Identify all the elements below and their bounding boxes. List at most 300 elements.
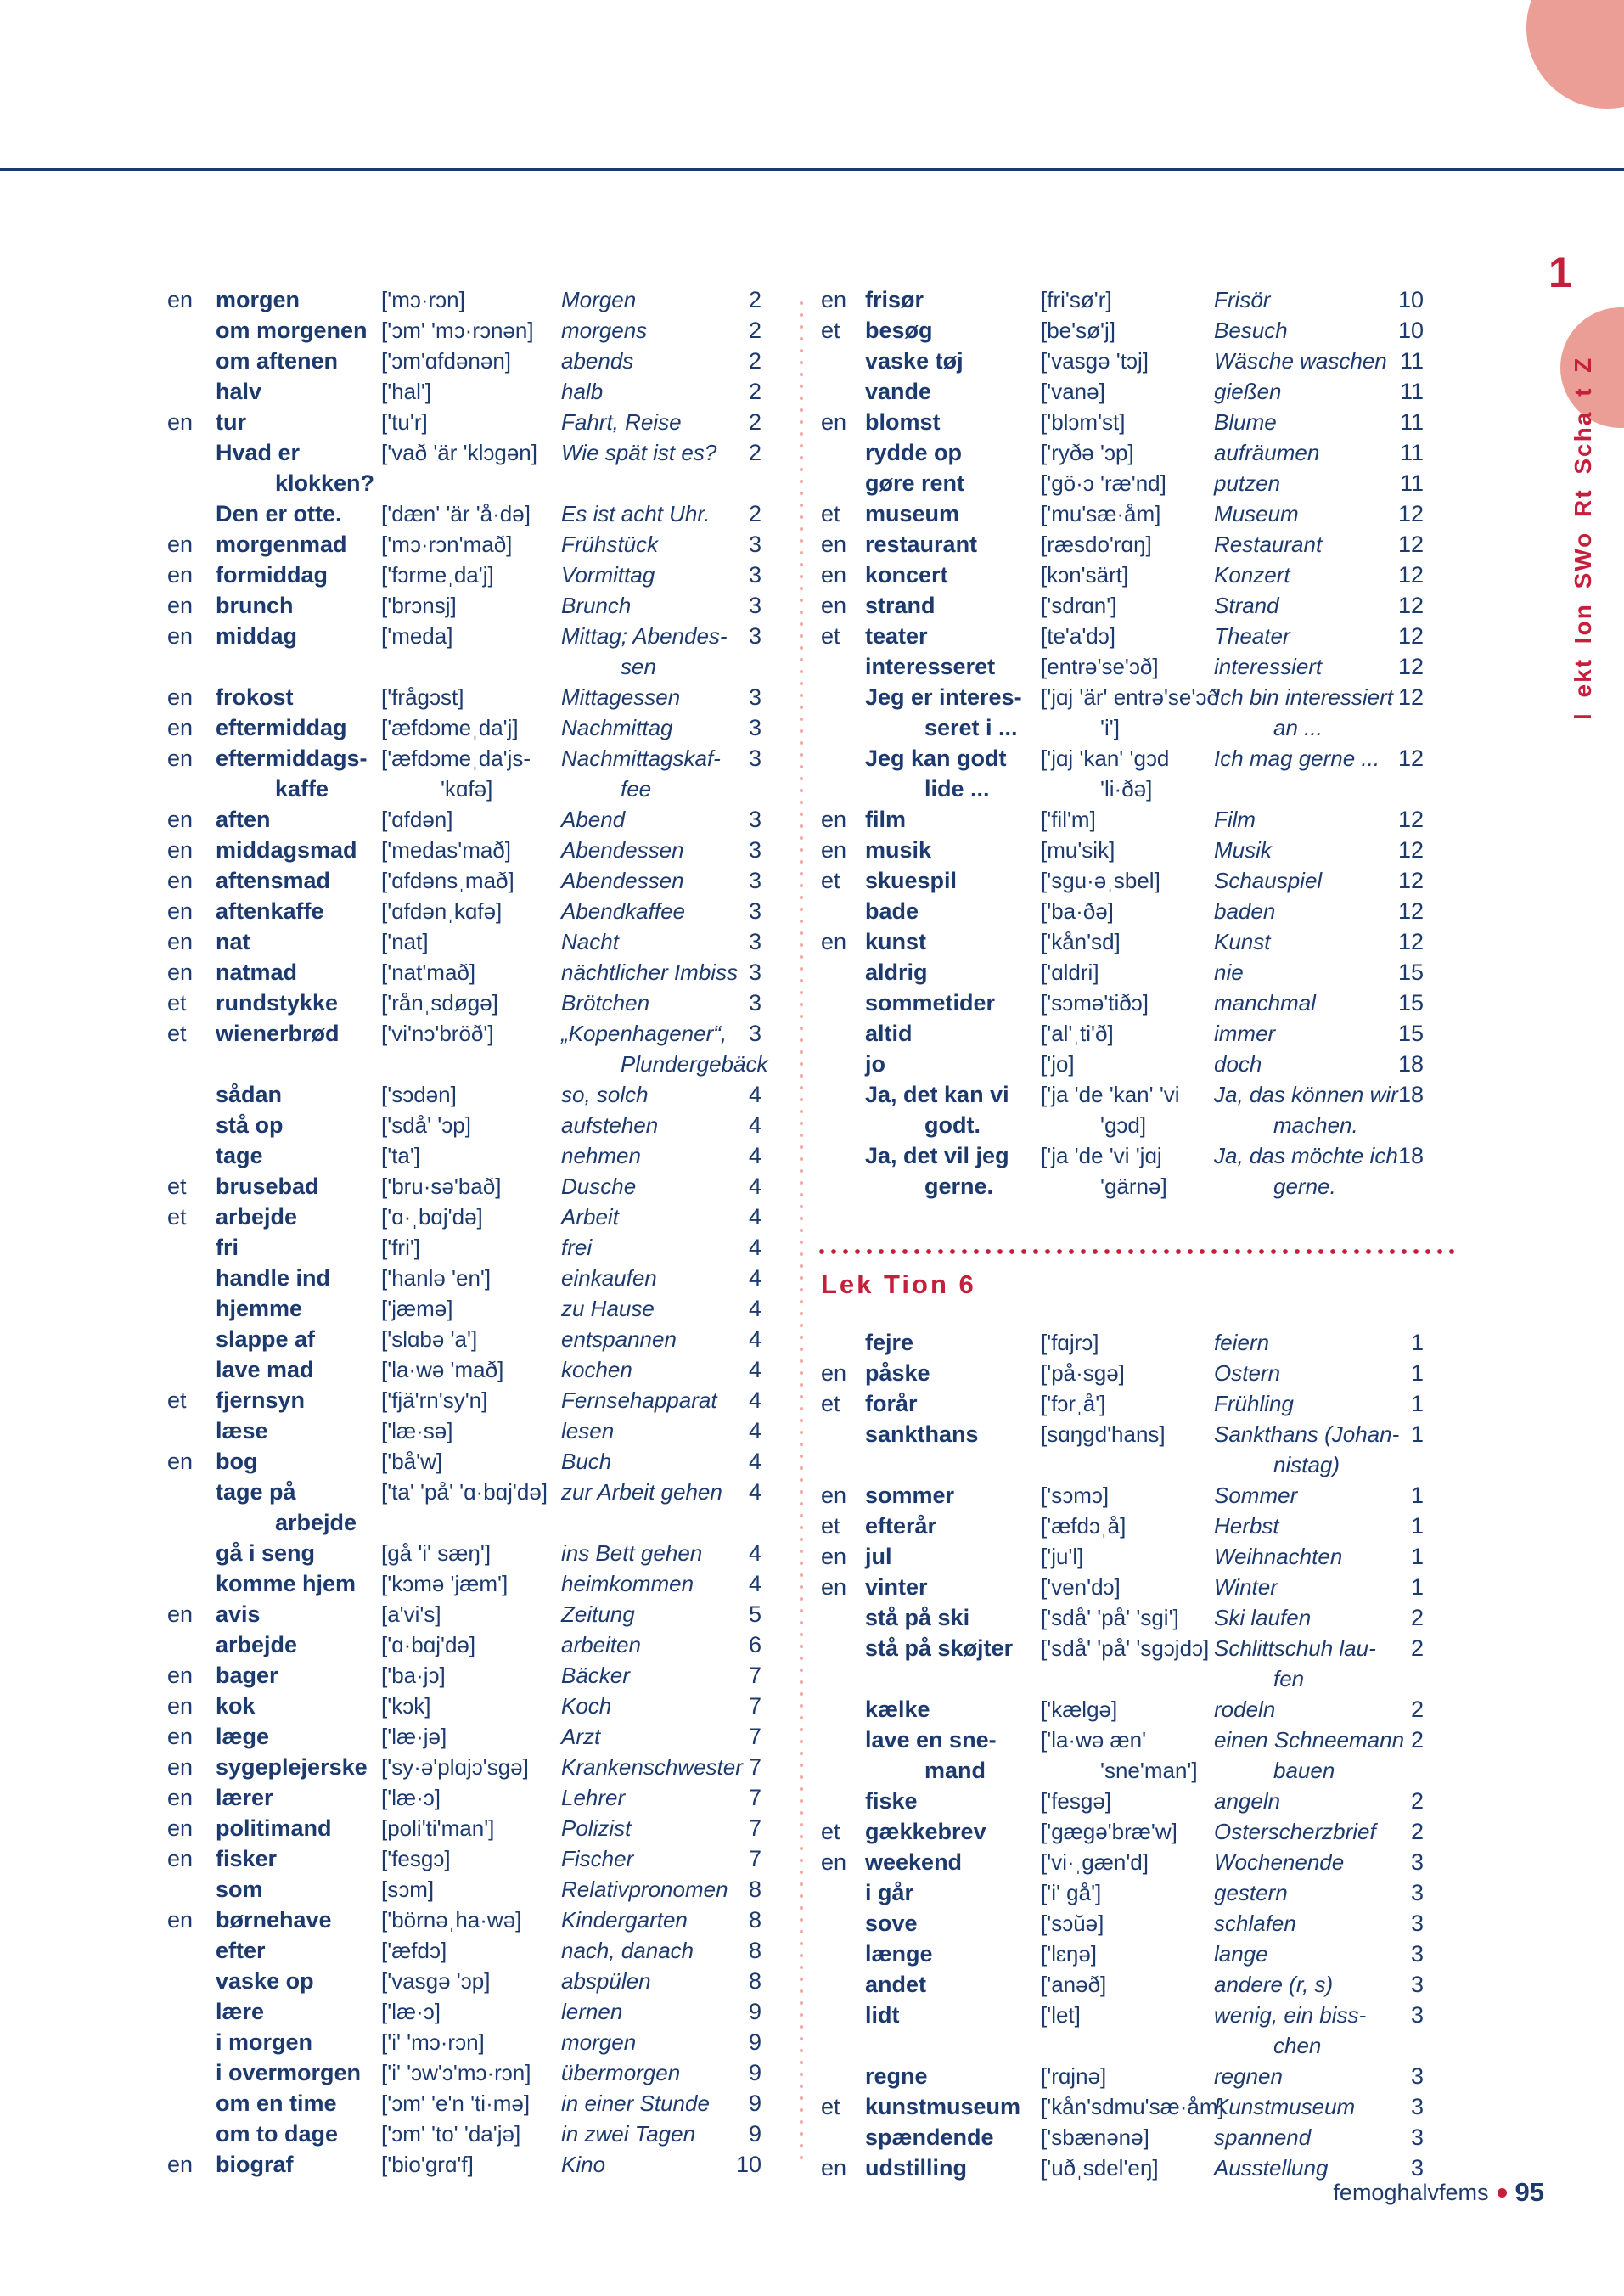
lesson-number-cell: 8 [748, 1877, 761, 1902]
top-rule [0, 168, 1624, 171]
lesson-number-cell: 2 [1410, 1635, 1424, 1661]
pronunciation-cell: ['fɑjrɔ] [1041, 1330, 1099, 1355]
pronunciation-cell: ['ɑfdənsˌmað] [381, 868, 514, 893]
lesson-number-cell: 7 [748, 1724, 761, 1749]
article-cell: en [821, 837, 847, 863]
lesson-number-cell: 3 [1410, 1849, 1424, 1875]
word-cell: altid [865, 1021, 913, 1046]
german-cell: Winter [1214, 1574, 1278, 1600]
pronunciation-cell: ['fɔrmeˌda'j] [381, 562, 494, 588]
pronunciation-cell: [be'sø'j] [1041, 318, 1115, 343]
german-cell: Ich bin interessiert [1214, 684, 1393, 710]
pronunciation-cell: 'i'] [1100, 715, 1120, 740]
vocab-row [821, 1480, 1424, 1511]
vocab-row [167, 590, 761, 621]
vocab-row [167, 1110, 761, 1140]
vocab-row [167, 1018, 761, 1049]
article-cell [167, 346, 216, 376]
german-cell: Weihnachten [1214, 1544, 1343, 1569]
pronunciation-cell: ['på·sgə] [1041, 1360, 1125, 1386]
vocab-row [821, 498, 1424, 529]
article-cell: en [821, 1360, 847, 1386]
lesson-number-cell: 3 [748, 868, 761, 893]
article-cell [821, 1018, 865, 1049]
article-cell [821, 346, 865, 376]
vocab-row [167, 284, 761, 315]
lesson-number-cell: 4 [748, 1082, 761, 1107]
article-cell: et [821, 318, 840, 343]
vocab-row [167, 712, 761, 743]
german-cell: sen [621, 654, 656, 679]
article-cell [167, 1935, 216, 1966]
pronunciation-cell: [kɔn'särt] [1041, 562, 1129, 588]
german-cell: Wäsche waschen [1214, 348, 1387, 374]
pronunciation-cell: ['fil'm] [1041, 807, 1096, 832]
vocab-row [167, 1996, 761, 2027]
german-cell: doch [1214, 1051, 1262, 1077]
german-cell: zur Arbeit gehen [561, 1479, 722, 1505]
article-cell: en [167, 1754, 194, 1780]
vocab-row [821, 926, 1424, 957]
german-cell: zu Hause [561, 1296, 655, 1321]
german-cell: Musik [1214, 837, 1272, 863]
lesson-number-cell: 3 [748, 593, 761, 618]
lesson-number-cell: 4 [748, 1265, 761, 1291]
vocab-row [821, 865, 1424, 896]
article-cell [167, 468, 216, 498]
word-cell: vaske tøj [865, 348, 964, 374]
german-cell: Abendessen [561, 837, 684, 863]
vocab-row [167, 1049, 768, 1079]
article-cell [821, 1725, 865, 1755]
pronunciation-cell: ['la·wə 'mað] [381, 1357, 504, 1382]
pronunciation-cell: ['ɑ·bɑj'də] [381, 1632, 476, 1657]
word-cell: sommetider [865, 990, 996, 1016]
vocab-row [167, 1905, 761, 1935]
pronunciation-cell: ['mu'sæ·åm] [1041, 501, 1161, 526]
article-cell [167, 1507, 216, 1538]
vocab-row [167, 1843, 761, 1874]
pronunciation-cell: ['ba·jɔ] [381, 1663, 446, 1688]
german-cell: Brötchen [561, 990, 650, 1016]
pronunciation-cell: ['vanə] [1041, 379, 1105, 404]
word-cell: mand [924, 1758, 986, 1783]
pronunciation-cell: ['lɛŋə] [1041, 1941, 1098, 1967]
word-cell: biograf [216, 2152, 294, 2177]
german-cell: Nachmittagskaf- [561, 746, 721, 771]
pronunciation-cell: ['læ·jə] [381, 1724, 447, 1749]
german-cell: Sommer [1214, 1483, 1298, 1508]
german-cell [1214, 774, 1380, 804]
word-cell: komme hjem [216, 1571, 357, 1596]
pronunciation-cell: ['uðˌsdel'eŋ] [1041, 2155, 1159, 2181]
german-cell: lange [1214, 1941, 1268, 1967]
vocab-row [821, 1449, 1424, 1480]
lesson-number-cell: 11 [1399, 409, 1424, 435]
article-cell: en [821, 1574, 847, 1600]
lesson-number-cell: 12 [1397, 898, 1424, 924]
lesson-number-cell: 3 [1410, 2002, 1424, 2028]
lesson-number-cell: 18 [1397, 1143, 1424, 1168]
pronunciation-cell: ['vi·ˌgæn'd] [1041, 1849, 1149, 1875]
vocab-row [167, 315, 761, 346]
article-cell: en [167, 1449, 194, 1474]
word-cell: tur [216, 409, 246, 435]
german-cell: Fischer [561, 1846, 634, 1871]
article-cell: et [821, 623, 840, 649]
word-cell: bog [216, 1449, 258, 1474]
pronunciation-cell: ['tu'r] [381, 409, 428, 435]
lesson-number-cell [1380, 1171, 1424, 1201]
pronunciation-cell [1041, 1449, 1214, 1480]
lesson-number-cell: 11 [1399, 348, 1424, 374]
pronunciation-cell: ['ryðə 'ɔp] [1041, 440, 1134, 465]
german-cell: Ja, das können wir [1214, 1082, 1398, 1107]
german-cell: Ich mag gerne ... [1214, 746, 1380, 771]
article-cell [167, 1324, 216, 1354]
word-cell: vinter [865, 1574, 928, 1600]
pronunciation-cell: [mu'sik] [1041, 837, 1115, 863]
lesson-number-cell: 1 [1410, 1574, 1424, 1600]
article-cell [167, 1477, 216, 1507]
article-cell: en [167, 1601, 194, 1627]
pronunciation-cell: ['ta'] [381, 1143, 421, 1168]
lesson-number-cell: 8 [748, 1938, 761, 1963]
footer-bullet-icon [1498, 2188, 1507, 2198]
vocab-section-lektion6 [821, 1327, 1424, 2183]
lesson-number-cell: 12 [1397, 746, 1424, 771]
pronunciation-cell: ['sbænənə] [1041, 2124, 1149, 2150]
pronunciation-cell: 'li·ðə] [1100, 776, 1153, 802]
lesson-number-cell: 3 [748, 746, 761, 771]
word-cell: formiddag [216, 562, 328, 588]
word-cell: Hvad er [216, 440, 301, 465]
word-cell: film [865, 807, 907, 832]
lesson-number-cell: 3 [748, 532, 761, 557]
page-footer [1333, 2179, 1544, 2206]
article-cell: en [167, 1785, 194, 1810]
article-cell: en [167, 287, 194, 312]
word-cell: kok [216, 1693, 256, 1719]
article-cell [821, 712, 865, 743]
german-cell: Theater [1214, 623, 1290, 649]
lesson-number-cell: 4 [748, 1449, 761, 1474]
pronunciation-cell: ['kɔmə 'jæm'] [381, 1571, 509, 1596]
lesson-number-cell: 7 [748, 1693, 761, 1719]
german-cell: fen [1273, 1666, 1305, 1691]
word-cell: efterår [865, 1513, 937, 1539]
german-cell: Bäcker [561, 1663, 630, 1688]
german-cell: Film [1214, 807, 1256, 832]
vocab-row [821, 468, 1424, 498]
pronunciation-cell: 'sne'man'] [1100, 1758, 1198, 1783]
pronunciation-cell: ['mɔ·rɔn'mað] [381, 532, 513, 557]
article-cell [821, 896, 865, 926]
pronunciation-cell: ['sɔmɔ] [1041, 1483, 1110, 1508]
pronunciation-cell [381, 468, 561, 498]
pronunciation-cell: ['ɑldri] [1041, 959, 1099, 985]
vocab-row [821, 1171, 1424, 1201]
article-cell: en [167, 593, 194, 618]
german-cell: „Kopenhagener“, [561, 1021, 728, 1046]
german-cell: Sankthans (Johan- [1214, 1421, 1400, 1447]
vocab-row [821, 743, 1424, 774]
article-cell [821, 774, 865, 804]
pronunciation-cell: ['sɔŭə] [1041, 1911, 1104, 1936]
article-cell: en [821, 593, 847, 618]
vocab-row [821, 1110, 1424, 1140]
lesson-number-cell: 4 [748, 1173, 761, 1199]
article-cell: en [167, 532, 194, 557]
vocab-row [167, 651, 761, 682]
article-cell: en [821, 532, 847, 557]
article-cell: et [167, 990, 187, 1016]
word-cell: middagsmad [216, 837, 357, 863]
word-cell: morgen [216, 287, 301, 312]
german-cell: interessiert [1214, 654, 1323, 679]
german-cell: nach, danach [561, 1938, 694, 1963]
vocab-row [821, 376, 1424, 407]
vocab-row [167, 498, 761, 529]
word-cell: forår [865, 1391, 918, 1416]
lesson-number-cell: 12 [1397, 593, 1424, 618]
word-cell: teater [865, 623, 928, 649]
word-cell: regne [865, 2063, 928, 2089]
pronunciation-cell: ['rånˌsdøgə] [381, 990, 498, 1016]
pronunciation-cell: ['sgu·əˌsbel] [1041, 868, 1160, 893]
word-cell: nat [216, 929, 250, 954]
lesson-number-cell: 9 [748, 2121, 761, 2147]
lesson-number-cell: 4 [748, 1571, 761, 1596]
vocab-row [821, 284, 1424, 315]
german-cell: gerne. [1273, 1173, 1336, 1199]
vocab-row [821, 712, 1424, 743]
word-cell: arbejde [216, 1632, 298, 1657]
vocab-row [167, 346, 761, 376]
article-cell: en [821, 1849, 847, 1875]
vocab-row [167, 407, 761, 437]
article-cell: en [167, 1724, 194, 1749]
word-cell: eftermiddags- [216, 746, 368, 771]
lesson-number-cell: 15 [1397, 990, 1424, 1016]
pronunciation-cell: ['kån'sd] [1041, 929, 1121, 954]
article-cell [821, 1786, 865, 1816]
word-cell: efter [216, 1938, 266, 1963]
article-cell [167, 1110, 216, 1140]
article-cell [821, 1110, 865, 1140]
word-cell: arbejde [275, 1510, 357, 1535]
lesson-number-cell [1380, 712, 1424, 743]
german-cell: Kunst [1214, 929, 1271, 954]
lesson-number-cell: 4 [748, 1418, 761, 1443]
lesson-number-cell: 12 [1397, 807, 1424, 832]
pronunciation-cell: ['fesgə] [1041, 1788, 1112, 1814]
lesson-number-cell [1380, 2030, 1424, 2061]
pronunciation-cell: ['i' 'ɔw'ɔ'mɔ·rɔn] [381, 2060, 531, 2085]
pronunciation-cell: [sɑŋgd'hans] [1041, 1421, 1166, 1447]
german-cell: Ausstellung [1214, 2155, 1329, 2181]
vocab-row [821, 1049, 1424, 1079]
vocab-row [821, 804, 1424, 835]
word-cell: skuespil [865, 868, 958, 893]
lesson-number-cell: 2 [748, 440, 761, 465]
article-cell: en [167, 807, 194, 832]
pronunciation-cell: ['i' gå'] [1041, 1880, 1102, 1905]
lesson-number-cell: 3 [1410, 1911, 1424, 1936]
vocab-row [821, 1663, 1424, 1694]
word-cell: Jeg kan godt [865, 746, 1007, 771]
vocab-row [167, 1599, 761, 1629]
vocab-row [167, 2027, 761, 2057]
pronunciation-cell: ['ɔm' 'e'n 'ti·mə] [381, 2091, 531, 2116]
word-cell: gøre rent [865, 470, 965, 496]
vocab-row [821, 437, 1424, 468]
word-cell: besøg [865, 318, 933, 343]
lesson-number-cell [1380, 1755, 1424, 1786]
lesson-number-cell: 1 [1410, 1544, 1424, 1569]
vocab-row [167, 835, 761, 865]
article-cell [821, 1327, 865, 1358]
german-cell [561, 1507, 730, 1538]
pronunciation-cell: ['meda] [381, 623, 453, 649]
word-cell: læse [216, 1418, 268, 1443]
word-cell: slappe af [216, 1326, 316, 1352]
article-cell [821, 468, 865, 498]
vocab-row [821, 1572, 1424, 1602]
article-cell [821, 1171, 865, 1201]
article-cell [821, 743, 865, 774]
pronunciation-cell: ['ɑ·ˌbɑj'də] [381, 1204, 483, 1230]
word-cell: stå op [216, 1112, 284, 1138]
article-cell: et [167, 1173, 187, 1199]
pronunciation-cell: ['ɑfdən] [381, 807, 453, 832]
pronunciation-cell: ['æfdɔmeˌda'js- [381, 746, 531, 771]
column-divider-dotted [800, 297, 803, 2165]
pronunciation-cell: ['bio'grɑ'f] [381, 2152, 474, 2177]
vocab-row [821, 1419, 1424, 1449]
word-cell: middag [216, 623, 298, 649]
lesson-number-cell: 1 [1410, 1421, 1424, 1447]
vocab-column-left [167, 284, 768, 2180]
article-cell [821, 1049, 865, 1079]
vocab-row [821, 1939, 1424, 1969]
german-cell: spannend [1214, 2124, 1312, 2150]
word-cell: i morgen [216, 2029, 313, 2055]
lesson-number-cell: 3 [748, 929, 761, 954]
article-cell: en [167, 409, 194, 435]
word-cell: stå på skøjter [865, 1635, 1014, 1661]
german-cell: Morgen [561, 287, 637, 312]
pronunciation-cell: ['sy·ə'plɑjɔ'sgə] [381, 1754, 529, 1780]
vocab-row [167, 1324, 761, 1354]
vocab-row [821, 560, 1424, 590]
pronunciation-cell [381, 1507, 561, 1538]
article-cell [167, 2027, 216, 2057]
lesson-number-cell [730, 774, 761, 804]
article-cell [167, 1354, 216, 1385]
word-cell: sove [865, 1911, 918, 1936]
word-cell: eftermiddag [216, 715, 347, 740]
german-cell: Plundergebäck [621, 1051, 768, 1077]
article-cell [167, 376, 216, 407]
word-cell: weekend [865, 1849, 963, 1875]
article-cell [821, 1908, 865, 1939]
pronunciation-cell: ['ɔm' 'mɔ·rɔnən] [381, 318, 534, 343]
word-cell: længe [865, 1941, 933, 1967]
pronunciation-cell: ['vi'nɔ'bröð'] [381, 1021, 494, 1046]
german-cell: ins Bett gehen [561, 1540, 703, 1566]
german-cell: lesen [561, 1418, 615, 1443]
word-cell: udstilling [865, 2155, 967, 2181]
german-cell: immer [1214, 1021, 1276, 1046]
lesson-number-cell: 12 [1397, 562, 1424, 588]
german-cell: entspannen [561, 1326, 677, 1352]
german-cell: in einer Stunde [561, 2091, 710, 2116]
german-cell: Osterscherzbrief [1214, 1819, 1376, 1844]
vocab-row [821, 682, 1424, 712]
lesson-number-cell: 4 [748, 1143, 761, 1168]
word-cell: restaurant [865, 532, 978, 557]
german-cell: halb [561, 379, 604, 404]
article-cell: en [167, 1693, 194, 1719]
section-divider-dotted [819, 1249, 1454, 1254]
lesson-number-cell: 2 [748, 287, 761, 312]
vocab-row [821, 651, 1424, 682]
pronunciation-cell: ['la·wə æn' [1041, 1727, 1147, 1753]
article-cell: en [167, 837, 194, 863]
german-cell: an ... [1273, 715, 1323, 740]
lesson-number-cell: 12 [1397, 929, 1424, 954]
word-cell: frisør [865, 287, 924, 312]
german-cell: Polizist [561, 1815, 632, 1841]
vocab-row [167, 1354, 761, 1385]
vocab-row [821, 590, 1424, 621]
lesson-number-cell: 2 [748, 501, 761, 526]
article-cell [167, 1966, 216, 1996]
german-cell: Wie spät ist es? [561, 440, 717, 465]
german-cell: Arzt [561, 1724, 601, 1749]
word-cell: om en time [216, 2091, 337, 2116]
article-cell [821, 1939, 865, 1969]
lesson-number-cell: 4 [748, 1296, 761, 1321]
german-cell: baden [1214, 898, 1276, 924]
german-cell: abspülen [561, 1968, 651, 1994]
german-cell: Buch [561, 1449, 612, 1474]
vocab-row [167, 560, 761, 590]
article-cell [167, 2119, 216, 2149]
german-cell: schlafen [1214, 1911, 1296, 1936]
lesson-number-cell: 7 [748, 1815, 761, 1841]
article-cell: en [167, 1815, 194, 1841]
word-cell: gerne. [924, 1173, 994, 1199]
vocab-row [167, 957, 761, 988]
lesson-number-cell: 2 [1410, 1819, 1424, 1844]
pronunciation-cell: ['nat] [381, 929, 429, 954]
section-header-lektion6: Lek Tion 6 [821, 1269, 976, 1299]
vocab-row [167, 1538, 761, 1568]
pronunciation-cell: ['al'ˌti'ð] [1041, 1021, 1114, 1046]
german-cell: Wochenende [1214, 1849, 1345, 1875]
german-cell: Ja, das möchte ich [1214, 1143, 1398, 1168]
vocab-row [167, 1263, 761, 1293]
vocab-row [167, 926, 761, 957]
article-cell: en [821, 1483, 847, 1508]
lesson-number-cell: 10 [735, 2152, 761, 2177]
vocab-row [821, 2122, 1424, 2152]
word-cell: i går [865, 1880, 914, 1905]
word-cell: halv [216, 379, 262, 404]
article-cell: et [167, 1021, 187, 1046]
